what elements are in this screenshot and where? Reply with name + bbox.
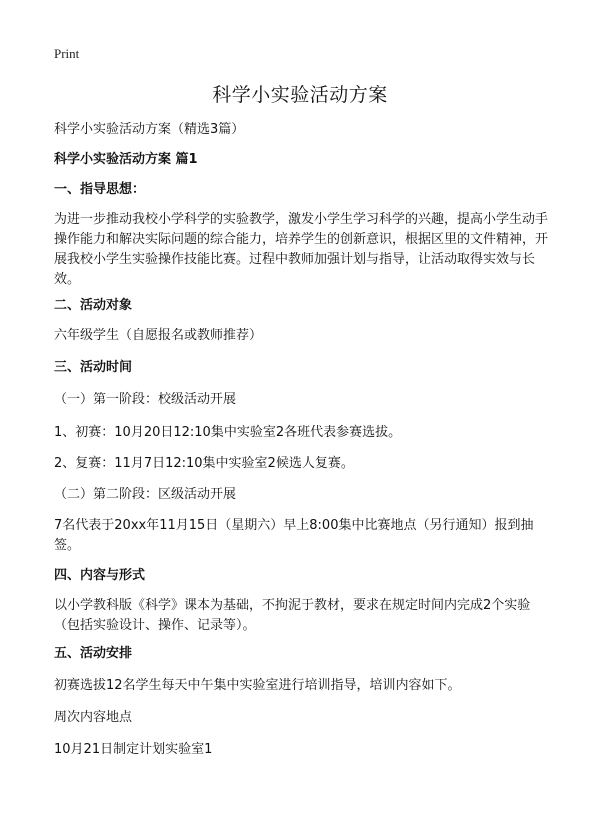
paragraph-participants: 六年级学生（自愿报名或教师推荐） [54, 328, 263, 343]
paragraph-district-event: 7名代表于20xx年11月15日（星期六）早上8:00集中比赛地点（另行通知）报到抽签。 [54, 518, 534, 553]
training-table-row: 10月21日制定计划实验室1 [54, 742, 213, 757]
section-heading-content-format: 四、内容与形式 [54, 568, 146, 583]
paragraph-guiding-ideology: 为进一步推动我校小学科学的实验教学，激发小学生学习科学的兴趣，提高小学生动手操作能力和解决实际问题的综合能力，培养学生的创新意识，根据区里的文件精神，开展我校小学生实验操作技能比赛。过程中教师加强计划与指导，让活动取得实效与长效。 [54, 212, 549, 287]
schedule-item-preliminary: 1、初赛：10月20日12:10集中实验室2各班代表参赛选拔。 [54, 425, 402, 440]
print-link[interactable]: Print [54, 46, 80, 61]
section-heading-schedule: 三、活动时间 [54, 360, 133, 375]
section-heading-arrangements: 五、活动安排 [54, 646, 133, 661]
section-heading-participants: 二、活动对象 [54, 298, 133, 313]
article-heading: 科学小实验活动方案 篇1 [54, 152, 198, 167]
schedule-stage-one: （一）第一阶段：校级活动开展 [54, 392, 237, 407]
document-subtitle: 科学小实验活动方案（精选3篇） [54, 122, 245, 137]
schedule-item-semifinal: 2、复赛：11月7日12:10集中实验室2候选人复赛。 [54, 456, 354, 471]
paragraph-arrangements: 初赛选拔12名学生每天中午集中实验室进行培训指导，培训内容如下。 [54, 678, 461, 693]
page-title: 科学小实验活动方案 [212, 84, 388, 106]
schedule-stage-two: （二）第二阶段：区级活动开展 [54, 487, 237, 502]
section-heading-guiding-ideology: 一、指导思想： [54, 182, 146, 197]
paragraph-content-format: 以小学教科版《科学》课本为基础，不拘泥于教材，要求在规定时间内完成2个实验（包括实验设计、操作、记录等）。 [54, 598, 531, 633]
training-table-header: 周次内容地点 [54, 710, 133, 725]
